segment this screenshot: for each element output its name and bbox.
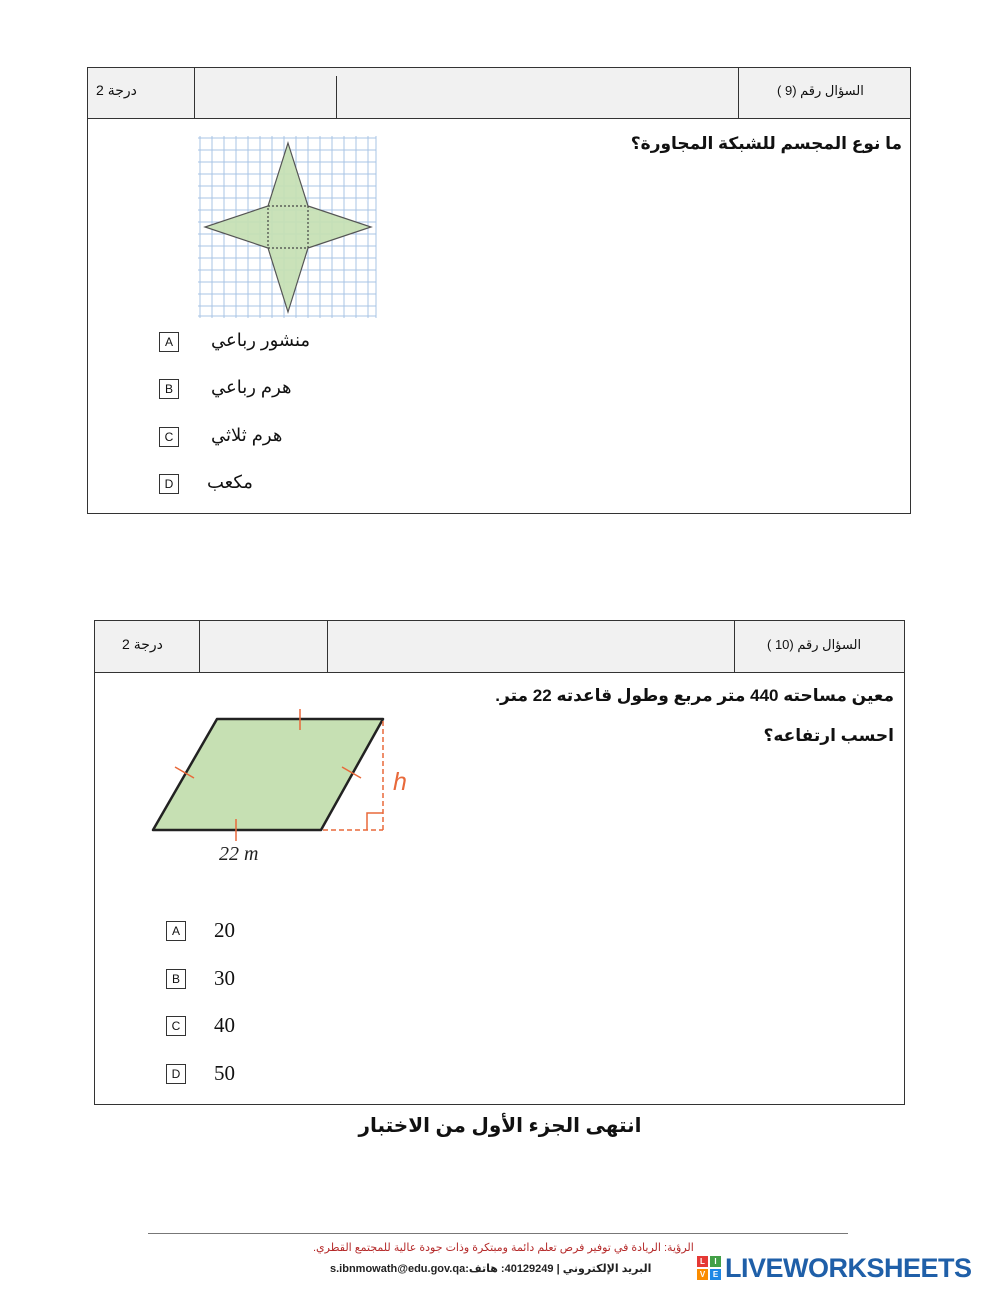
q9-option-d-letter: D [159,474,179,494]
q10-grade: 2 درجة [122,636,163,652]
q10-option-b-letter: B [166,969,186,989]
q9-option-c-text: هرم ثلاثي [211,425,283,445]
q10-right-angle-mark [367,813,383,830]
q10-question-text: معين مساحته 440 متر مربع وطول قاعدته 22 متر. [495,686,894,705]
q9-option-b-letter: B [159,379,179,399]
q9-option-b[interactable] [159,379,359,399]
question-10-header [95,621,904,673]
logo-letter-l: L [697,1256,708,1267]
q10-base-label: 22 m [219,843,259,865]
liveworksheets-logo[interactable] [697,1253,972,1283]
q9-star-net-figure [198,136,378,318]
q10-option-c[interactable] [166,1013,326,1037]
q9-option-d-text: مكعب [207,472,253,492]
logo-letter-v: V [697,1269,708,1280]
q9-option-b-text: هرم رباعي [211,377,292,397]
q10-answer-cell-1 [199,621,327,672]
q9-option-a-letter: A [159,332,179,352]
q10-answer-cell-2 [327,621,734,672]
logo-letter-i: I [710,1256,721,1267]
footer-divider [148,1233,848,1234]
q10-option-a-text: 20 [214,918,235,942]
question-10-box [94,620,905,1105]
q10-option-b[interactable] [166,966,326,990]
q10-rhombus-figure [145,709,415,869]
end-of-part-text: انتهى الجزء الأول من الاختبار [358,1115,642,1137]
q10-option-a-letter: A [166,921,186,941]
liveworksheets-wordmark: LIVEWORKSHEETS [725,1252,972,1283]
q10-option-c-text: 40 [214,1013,235,1037]
q10-option-d[interactable] [166,1061,326,1085]
q9-option-a[interactable] [159,332,359,352]
q9-option-c[interactable] [159,427,359,447]
q10-option-d-text: 50 [214,1061,235,1085]
q9-question-text: ما نوع المجسم للشبكة المجاورة؟ [630,134,902,153]
q10-question-subtext: احسب ارتفاعه؟ [763,726,894,745]
q9-star-shape [205,143,371,312]
q10-option-b-text: 30 [214,966,235,990]
q10-number-label: السؤال رقم (10 ) [767,637,862,652]
footer-vision-text: الرؤية: الريادة في توفير فرص تعلم دائمة ومبتكرة وذات جودة عالية للمجتمع القطري. [313,1242,694,1254]
logo-letter-e: E [710,1269,721,1280]
q9-number-label: السؤال رقم (9 ) [777,83,864,98]
q9-option-c-letter: C [159,427,179,447]
q9-grade: 2 درجة [96,82,137,98]
liveworksheets-icon [697,1256,721,1280]
q10-option-d-letter: D [166,1064,186,1084]
q9-option-a-text: منشور رباعي [211,330,311,350]
q10-option-c-letter: C [166,1016,186,1036]
q9-answer-cell-2 [336,76,738,118]
footer-contact-text: s.ibnmowath@edu.gov.qa:البريد الإلكتروني | 40129249: هاتف [330,1263,652,1275]
q10-height-label: h [393,768,407,796]
question-9-header [88,68,910,119]
question-9-box [87,67,911,514]
q9-answer-cell-1 [194,68,336,118]
q9-option-d[interactable] [159,474,359,494]
q10-option-a[interactable] [166,918,326,942]
